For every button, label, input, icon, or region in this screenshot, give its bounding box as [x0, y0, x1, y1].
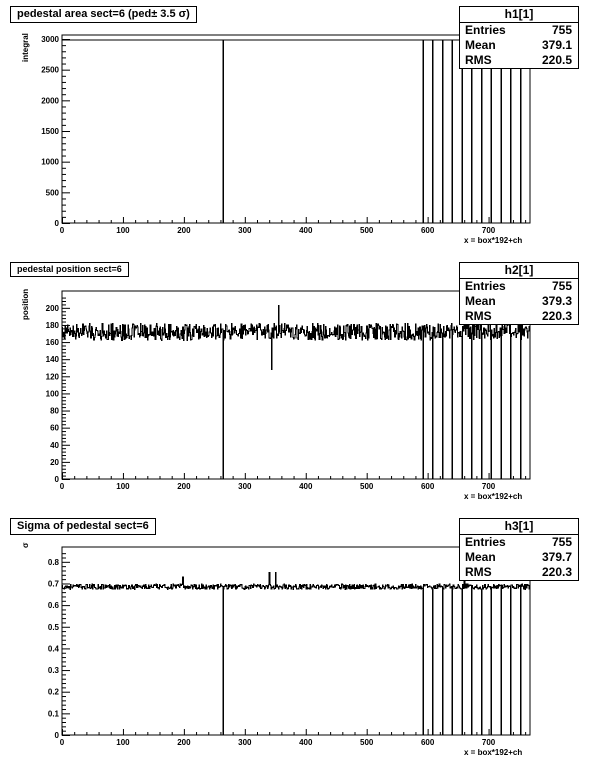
y-tick-label: 20 — [50, 457, 59, 467]
y-tick-label: 2500 — [41, 65, 59, 75]
x-axis-label: x = box*192+ch — [464, 492, 523, 501]
panel-area — [0, 0, 596, 256]
stats-name: h2[1] — [460, 263, 578, 279]
x-tick-label: 600 — [420, 226, 435, 235]
y-tick-label: 0.4 — [47, 644, 59, 654]
stats-label: Entries — [465, 23, 506, 37]
stats-name: h3[1] — [460, 519, 578, 535]
x-tick-label: 700 — [481, 226, 496, 235]
stats-value: 755 — [551, 23, 572, 37]
x-tick-label: 200 — [177, 482, 191, 491]
stats-mean — [460, 294, 578, 309]
y-tick-label: 0.8 — [47, 557, 59, 567]
y-tick-label: 0.5 — [47, 622, 59, 632]
y-tick-label: 0.3 — [47, 666, 59, 676]
y-tick-label: 200 — [45, 303, 59, 313]
x-axis-label: x = box*192+ch — [464, 748, 523, 757]
stats-rms — [460, 53, 578, 68]
y-tick-label: 500 — [45, 188, 59, 198]
stats-value: 220.3 — [541, 565, 572, 579]
stats-label: RMS — [465, 53, 492, 67]
y-tick-label: 140 — [45, 355, 59, 365]
stats-box — [459, 6, 579, 69]
stats-box — [459, 518, 579, 581]
y-tick-label: 0.7 — [47, 579, 59, 589]
stats-value: 755 — [551, 535, 572, 549]
stats-mean — [460, 38, 578, 53]
stats-value: 379.3 — [541, 294, 572, 308]
panel-sigma — [0, 512, 596, 768]
y-tick-label: 0.1 — [47, 709, 59, 719]
x-tick-label: 700 — [481, 738, 496, 747]
stats-label: Entries — [465, 535, 506, 549]
x-tick-label: 500 — [360, 482, 374, 491]
y-tick-label: 80 — [50, 406, 59, 416]
y-tick-label: 0 — [54, 475, 59, 484]
x-tick-label: 0 — [59, 482, 65, 491]
y-tick-label: 60 — [50, 423, 59, 433]
y-tick-label: 0 — [54, 731, 59, 740]
y-tick-label: 2000 — [41, 96, 59, 106]
stats-entries — [460, 23, 578, 38]
stats-value: 755 — [551, 279, 572, 293]
stats-value: 220.3 — [541, 309, 572, 323]
y-tick-label: 1000 — [41, 157, 59, 167]
x-tick-label: 100 — [116, 226, 130, 235]
y-tick-label: 120 — [45, 372, 59, 382]
y-axis-label: σ — [21, 542, 30, 548]
panel-position — [0, 256, 596, 512]
stats-label: Entries — [465, 279, 506, 293]
y-tick-label: 100 — [45, 389, 59, 399]
x-tick-label: 400 — [299, 482, 313, 491]
stats-name: h1[1] — [460, 7, 578, 23]
panel-title: pedestal position sect=6 — [10, 262, 129, 277]
x-axis-label: x = box*192+ch — [464, 236, 523, 245]
x-tick-label: 500 — [360, 226, 374, 235]
stats-value: 220.5 — [541, 53, 572, 67]
y-tick-label: 3000 — [41, 35, 59, 44]
stats-label: Mean — [465, 550, 496, 564]
x-tick-label: 100 — [116, 738, 130, 747]
x-tick-label: 300 — [238, 226, 252, 235]
stats-entries — [460, 279, 578, 294]
stats-value: 379.7 — [541, 550, 572, 564]
y-tick-label: 0 — [54, 219, 59, 228]
y-tick-label: 40 — [50, 440, 59, 450]
stats-entries — [460, 535, 578, 550]
y-tick-label: 160 — [45, 338, 59, 348]
x-tick-label: 600 — [420, 482, 435, 491]
y-tick-label: 180 — [45, 320, 59, 330]
y-axis-label: position — [21, 288, 30, 320]
x-tick-label: 0 — [59, 738, 65, 747]
x-tick-label: 200 — [177, 226, 191, 235]
panel-title: pedestal area sect=6 (ped± 3.5 σ) — [10, 6, 197, 23]
x-tick-label: 500 — [360, 738, 374, 747]
stats-label: RMS — [465, 309, 492, 323]
y-tick-label: 0.2 — [47, 687, 59, 697]
histogram-series — [62, 573, 530, 735]
stats-label: RMS — [465, 565, 492, 579]
stats-box — [459, 262, 579, 325]
x-tick-label: 200 — [177, 738, 191, 747]
panel-title: Sigma of pedestal sect=6 — [10, 518, 156, 535]
stats-mean — [460, 550, 578, 565]
x-tick-label: 700 — [481, 482, 496, 491]
x-tick-label: 300 — [238, 482, 252, 491]
stats-rms — [460, 309, 578, 324]
x-tick-label: 300 — [238, 738, 252, 747]
stats-label: Mean — [465, 38, 496, 52]
x-tick-label: 0 — [59, 226, 65, 235]
x-tick-label: 600 — [420, 738, 435, 747]
y-axis-label: integral — [21, 33, 30, 62]
y-tick-label: 0.6 — [47, 601, 59, 611]
stats-rms — [460, 565, 578, 580]
x-tick-label: 100 — [116, 482, 130, 491]
stats-label: Mean — [465, 294, 496, 308]
stats-value: 379.1 — [541, 38, 572, 52]
histogram-series — [62, 301, 530, 479]
y-tick-label: 1500 — [41, 127, 59, 136]
x-tick-label: 400 — [299, 738, 313, 747]
x-tick-label: 400 — [299, 226, 313, 235]
